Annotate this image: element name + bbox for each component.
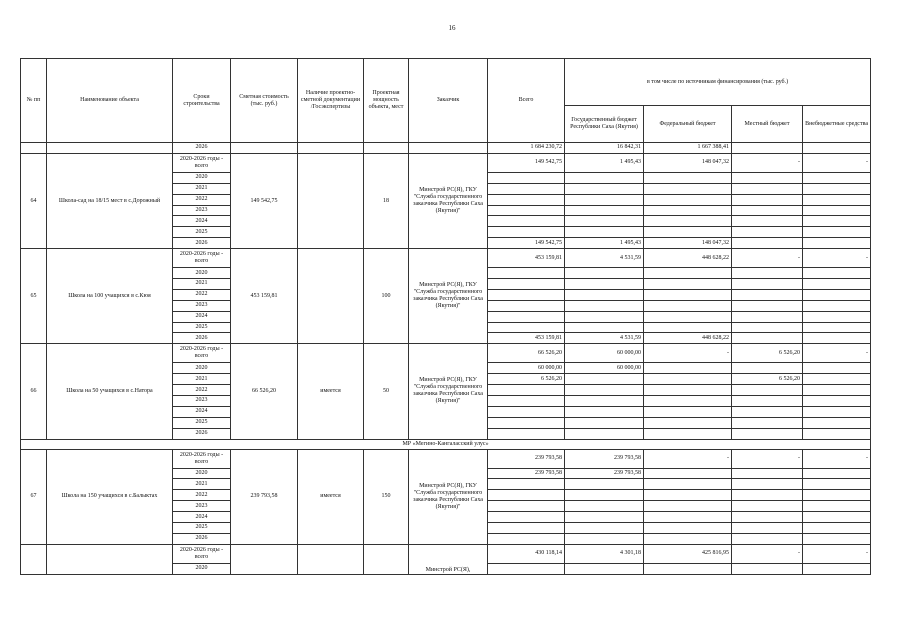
local-cell bbox=[732, 333, 803, 344]
local-cell bbox=[732, 523, 803, 534]
local-cell bbox=[732, 417, 803, 428]
object-cost bbox=[231, 544, 298, 574]
federal-cell bbox=[644, 417, 732, 428]
period-label: 2020-2026 годы - всего bbox=[173, 449, 231, 468]
total-cell: 149 542,75 bbox=[488, 238, 565, 249]
object-docs bbox=[298, 544, 364, 574]
object-capacity: 18 bbox=[364, 153, 409, 248]
state-cell bbox=[565, 479, 644, 490]
year-cell: 2020 bbox=[173, 363, 231, 374]
state-cell bbox=[565, 227, 644, 238]
page-number: 16 bbox=[448, 24, 456, 32]
year-cell: 2020 bbox=[173, 468, 231, 479]
federal-cell bbox=[644, 311, 732, 322]
total-cell bbox=[488, 311, 565, 322]
state-cell: 4 531,59 bbox=[565, 249, 644, 268]
offbudget-cell: - bbox=[803, 449, 871, 468]
object-name: Школа на 100 учащихся в с.Кюя bbox=[47, 249, 173, 344]
federal-cell bbox=[644, 523, 732, 534]
year-cell: 2024 bbox=[173, 216, 231, 227]
total-cell bbox=[488, 172, 565, 183]
state-cell bbox=[565, 533, 644, 544]
federal-cell bbox=[644, 374, 732, 385]
local-cell bbox=[732, 468, 803, 479]
total-cell bbox=[488, 385, 565, 396]
state-cell: 4 531,59 bbox=[565, 333, 644, 344]
table-row bbox=[21, 249, 871, 268]
state-cell: 239 793,58 bbox=[565, 449, 644, 468]
local-cell bbox=[732, 216, 803, 227]
total-cell: 239 793,58 bbox=[488, 449, 565, 468]
offbudget-cell: - bbox=[803, 544, 871, 563]
year-cell: 2023 bbox=[173, 501, 231, 512]
object-name: Школа на 150 учащихся в с.Балыктах bbox=[47, 449, 173, 544]
year-cell: 2024 bbox=[173, 512, 231, 523]
local-cell bbox=[732, 363, 803, 374]
federal-cell bbox=[644, 279, 732, 290]
year-cell: 2025 bbox=[173, 322, 231, 333]
state-cell bbox=[565, 417, 644, 428]
object-customer: Минстрой РС(Я), ГКУ "Служба государственного заказчика Республики Саха (Якутия)" bbox=[409, 153, 488, 248]
object-capacity: 50 bbox=[364, 344, 409, 439]
year-cell: 2021 bbox=[173, 279, 231, 290]
state-cell bbox=[565, 406, 644, 417]
object-customer: Минстрой РС(Я), ГКУ "Служба государственного заказчика Республики Саха (Якутия)" bbox=[409, 344, 488, 439]
year-cell: 2026 bbox=[173, 238, 231, 249]
year-cell: 2023 bbox=[173, 300, 231, 311]
period-label: 2020-2026 годы - всего bbox=[173, 153, 231, 172]
object-cost: 149 542,75 bbox=[231, 153, 298, 248]
local-cell bbox=[732, 279, 803, 290]
header-state-budget: Государственный бюджет Республики Саха (Якутия) bbox=[565, 106, 644, 143]
local-cell: - bbox=[732, 544, 803, 563]
state-cell bbox=[565, 490, 644, 501]
local-cell bbox=[732, 300, 803, 311]
state-cell bbox=[565, 385, 644, 396]
federal-cell bbox=[644, 268, 732, 279]
table-row bbox=[21, 153, 871, 172]
object-docs bbox=[298, 249, 364, 344]
year-cell: 2020 bbox=[173, 563, 231, 574]
object-capacity: 100 bbox=[364, 249, 409, 344]
federal-cell bbox=[644, 363, 732, 374]
local-cell bbox=[732, 227, 803, 238]
offbudget-cell: - bbox=[803, 153, 871, 172]
year-cell: 2022 bbox=[173, 289, 231, 300]
federal-cell bbox=[644, 479, 732, 490]
total-cell bbox=[488, 183, 565, 194]
federal-cell: 448 628,22 bbox=[644, 333, 732, 344]
year-cell: 2026 bbox=[173, 428, 231, 439]
federal-cell bbox=[644, 205, 732, 216]
total-cell bbox=[488, 406, 565, 417]
local-cell bbox=[732, 205, 803, 216]
total-cell bbox=[488, 533, 565, 544]
local-cell bbox=[732, 406, 803, 417]
local-cell bbox=[732, 238, 803, 249]
year-cell: 2021 bbox=[173, 374, 231, 385]
state-cell bbox=[565, 289, 644, 300]
federal-cell bbox=[644, 289, 732, 300]
financing-table bbox=[20, 58, 871, 575]
state-cell bbox=[565, 183, 644, 194]
header-name: Наименование объекта bbox=[47, 59, 173, 143]
object-docs: имеется bbox=[298, 344, 364, 439]
total-cell bbox=[488, 428, 565, 439]
total-cell bbox=[488, 289, 565, 300]
year-cell: 2023 bbox=[173, 205, 231, 216]
object-docs: имеется bbox=[298, 449, 364, 544]
local-cell bbox=[732, 194, 803, 205]
object-number: 64 bbox=[21, 153, 47, 248]
section-title: МР «Мегино-Кангаласский улус» bbox=[21, 439, 871, 449]
local-cell: 6 526,20 bbox=[732, 374, 803, 385]
federal-cell bbox=[644, 194, 732, 205]
local-cell: 6 526,20 bbox=[732, 344, 803, 363]
federal-cell bbox=[644, 216, 732, 227]
local-cell bbox=[732, 183, 803, 194]
object-name bbox=[47, 544, 173, 574]
federal-cell bbox=[644, 533, 732, 544]
object-name: Школа на 50 учащихся в с.Натора bbox=[47, 344, 173, 439]
year-cell: 2022 bbox=[173, 490, 231, 501]
local-cell bbox=[732, 479, 803, 490]
state-cell bbox=[565, 512, 644, 523]
total-cell: 149 542,75 bbox=[488, 153, 565, 172]
header-federal-budget: Федеральный бюджет bbox=[644, 106, 732, 143]
header-total: Всего bbox=[488, 59, 565, 143]
federal-cell bbox=[644, 406, 732, 417]
state-cell bbox=[565, 216, 644, 227]
local-cell: - bbox=[732, 449, 803, 468]
state-cell bbox=[565, 172, 644, 183]
header-terms: Сроки строительства bbox=[173, 59, 231, 143]
object-cost: 239 793,58 bbox=[231, 449, 298, 544]
year-cell: 2025 bbox=[173, 523, 231, 534]
object-name: Школа-сад на 18/15 мест в с.Дорожный bbox=[47, 153, 173, 248]
federal-cell bbox=[644, 501, 732, 512]
total-cell bbox=[488, 512, 565, 523]
header-cost: Сметная стоимость (тыс. руб.) bbox=[231, 59, 298, 143]
total-cell: 60 000,00 bbox=[488, 363, 565, 374]
local-cell bbox=[732, 533, 803, 544]
local-cell bbox=[732, 512, 803, 523]
object-capacity bbox=[364, 544, 409, 574]
year-cell: 2020 bbox=[173, 268, 231, 279]
local-cell bbox=[732, 396, 803, 407]
local-cell bbox=[732, 490, 803, 501]
year-cell: 2022 bbox=[173, 194, 231, 205]
federal-cell bbox=[644, 490, 732, 501]
year-cell: 2024 bbox=[173, 406, 231, 417]
federal-cell: - bbox=[644, 344, 732, 363]
header-docs: Наличие проектно-сметной документации /Госэкспертизы bbox=[298, 59, 364, 143]
table-row bbox=[21, 344, 871, 363]
federal-cell: 425 816,95 bbox=[644, 544, 732, 563]
object-number: 67 bbox=[21, 449, 47, 544]
year-cell: 2026 bbox=[173, 143, 231, 154]
local-cell bbox=[732, 172, 803, 183]
header-customer: Заказчик bbox=[409, 59, 488, 143]
total-cell bbox=[488, 396, 565, 407]
federal-cell: 148 047,32 bbox=[644, 153, 732, 172]
state-cell: 60 000,00 bbox=[565, 363, 644, 374]
year-cell: 2021 bbox=[173, 183, 231, 194]
state-cell: 16 842,31 bbox=[565, 143, 644, 154]
state-cell bbox=[565, 194, 644, 205]
year-cell: 2025 bbox=[173, 227, 231, 238]
total-cell: 66 526,20 bbox=[488, 344, 565, 363]
total-cell bbox=[488, 227, 565, 238]
local-cell: - bbox=[732, 153, 803, 172]
year-cell: 2023 bbox=[173, 396, 231, 407]
year-cell: 2025 bbox=[173, 417, 231, 428]
year-cell: 2024 bbox=[173, 311, 231, 322]
object-customer: Минстрой РС(Я), bbox=[409, 544, 488, 574]
federal-cell bbox=[644, 172, 732, 183]
table-row bbox=[21, 449, 871, 468]
state-cell bbox=[565, 428, 644, 439]
federal-cell bbox=[644, 428, 732, 439]
total-cell: 1 684 230,72 bbox=[488, 143, 565, 154]
state-cell: 60 000,00 bbox=[565, 344, 644, 363]
header-local-budget: Местный бюджет bbox=[732, 106, 803, 143]
offbudget-cell: - bbox=[803, 344, 871, 363]
object-cost: 453 159,81 bbox=[231, 249, 298, 344]
local-cell bbox=[732, 428, 803, 439]
period-label: 2020-2026 годы - всего bbox=[173, 249, 231, 268]
federal-cell: 1 667 388,41 bbox=[644, 143, 732, 154]
total-cell bbox=[488, 479, 565, 490]
total-cell: 453 159,81 bbox=[488, 333, 565, 344]
state-cell: 4 301,18 bbox=[565, 544, 644, 563]
header-num: № пп bbox=[21, 59, 47, 143]
local-cell bbox=[732, 385, 803, 396]
object-capacity: 150 bbox=[364, 449, 409, 544]
year-cell: 2020 bbox=[173, 172, 231, 183]
federal-cell bbox=[644, 396, 732, 407]
object-number: 65 bbox=[21, 249, 47, 344]
state-cell bbox=[565, 279, 644, 290]
header-capacity: Проектная мощность объекта, мест bbox=[364, 59, 409, 143]
local-cell bbox=[732, 289, 803, 300]
table-row bbox=[21, 143, 871, 154]
state-cell bbox=[565, 268, 644, 279]
federal-cell bbox=[644, 322, 732, 333]
federal-cell: - bbox=[644, 449, 732, 468]
total-cell bbox=[488, 417, 565, 428]
total-cell: 6 526,20 bbox=[488, 374, 565, 385]
state-cell bbox=[565, 523, 644, 534]
offbudget-cell: - bbox=[803, 249, 871, 268]
state-cell bbox=[565, 205, 644, 216]
local-cell bbox=[732, 268, 803, 279]
total-cell bbox=[488, 268, 565, 279]
total-cell bbox=[488, 322, 565, 333]
object-customer: Минстрой РС(Я), ГКУ "Служба государственного заказчика Республики Саха (Якутия)" bbox=[409, 449, 488, 544]
state-cell: 239 793,58 bbox=[565, 468, 644, 479]
total-cell bbox=[488, 194, 565, 205]
federal-cell bbox=[644, 183, 732, 194]
header-sources: в том числе по источникам финансирования (тыс. руб.) bbox=[565, 59, 871, 106]
state-cell: 1 495,43 bbox=[565, 238, 644, 249]
total-cell bbox=[488, 490, 565, 501]
object-cost: 66 526,20 bbox=[231, 344, 298, 439]
total-cell: 430 118,14 bbox=[488, 544, 565, 563]
local-cell bbox=[732, 322, 803, 333]
section-row bbox=[21, 439, 871, 449]
year-cell: 2026 bbox=[173, 533, 231, 544]
federal-cell bbox=[644, 468, 732, 479]
year-cell: 2022 bbox=[173, 385, 231, 396]
object-customer: Минстрой РС(Я), ГКУ "Служба государственного заказчика Республики Саха (Якутия)" bbox=[409, 249, 488, 344]
federal-cell bbox=[644, 385, 732, 396]
state-cell: 1 495,43 bbox=[565, 153, 644, 172]
header-offbudget: Внебюджетные средства bbox=[803, 106, 871, 143]
year-cell: 2026 bbox=[173, 333, 231, 344]
federal-cell: 448 628,22 bbox=[644, 249, 732, 268]
state-cell bbox=[565, 501, 644, 512]
total-cell: 239 793,58 bbox=[488, 468, 565, 479]
state-cell bbox=[565, 396, 644, 407]
total-cell bbox=[488, 523, 565, 534]
total-cell bbox=[488, 300, 565, 311]
federal-cell bbox=[644, 300, 732, 311]
federal-cell bbox=[644, 512, 732, 523]
object-number bbox=[21, 544, 47, 574]
state-cell bbox=[565, 300, 644, 311]
period-label: 2020-2026 годы - всего bbox=[173, 344, 231, 363]
total-cell: 453 159,81 bbox=[488, 249, 565, 268]
total-cell bbox=[488, 216, 565, 227]
local-cell: - bbox=[732, 249, 803, 268]
federal-cell bbox=[644, 227, 732, 238]
period-label: 2020-2026 годы - всего bbox=[173, 544, 231, 563]
state-cell bbox=[565, 374, 644, 385]
federal-cell: 148 047,32 bbox=[644, 238, 732, 249]
local-cell bbox=[732, 501, 803, 512]
total-cell bbox=[488, 501, 565, 512]
object-number: 66 bbox=[21, 344, 47, 439]
object-docs bbox=[298, 153, 364, 248]
year-cell: 2021 bbox=[173, 479, 231, 490]
total-cell bbox=[488, 279, 565, 290]
state-cell bbox=[565, 322, 644, 333]
local-cell bbox=[732, 311, 803, 322]
state-cell bbox=[565, 311, 644, 322]
table-row bbox=[21, 544, 871, 563]
total-cell bbox=[488, 205, 565, 216]
